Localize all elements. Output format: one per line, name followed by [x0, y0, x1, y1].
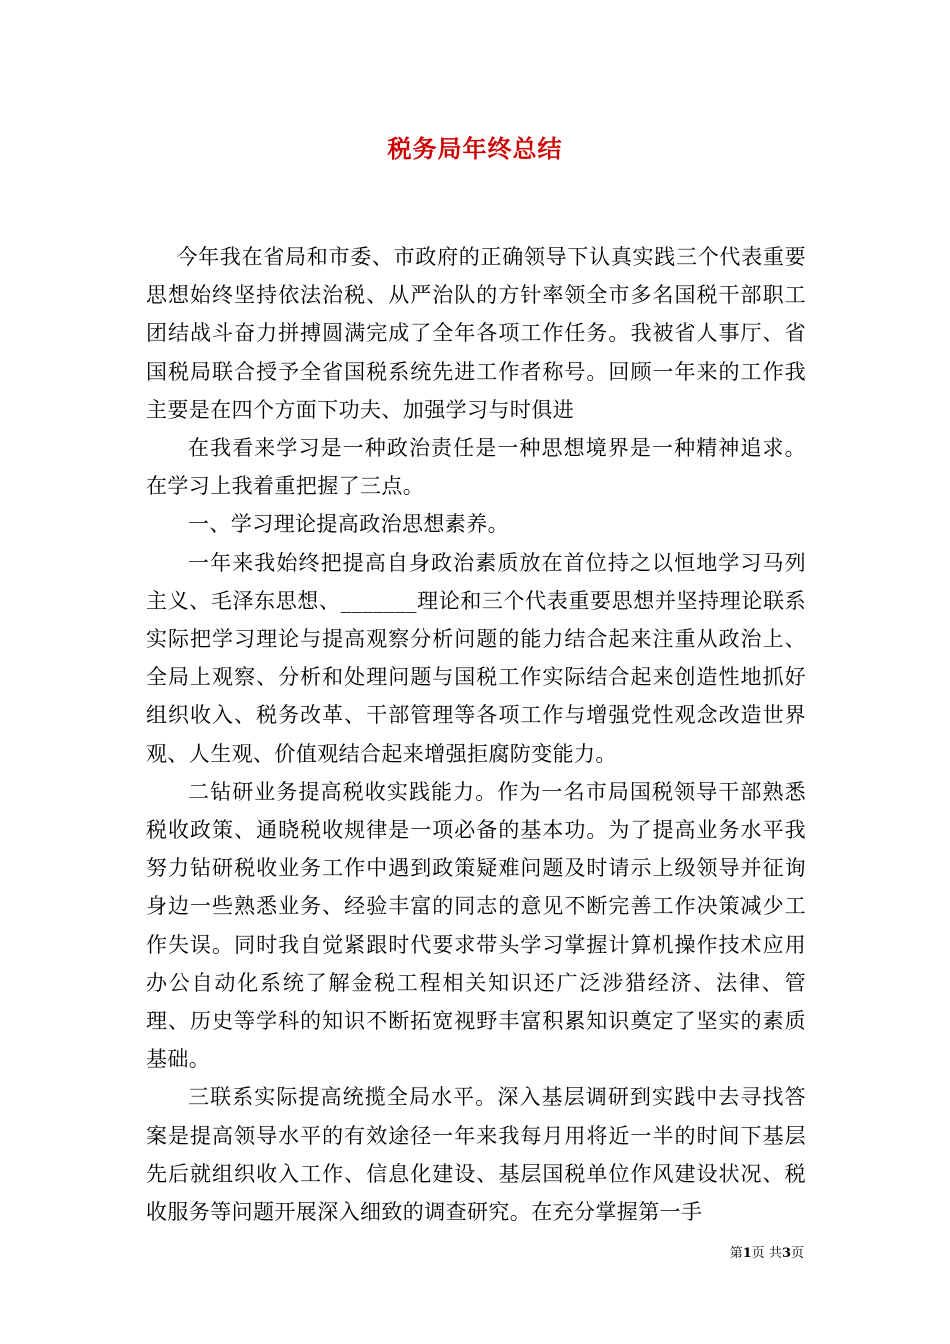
paragraph-theory: 一年来我始终把提高自身政治素质放在首位持之以恒地学习马列主义、毛泽东思想、_______理论和三个代表重要思想并坚持理论联系实际把学习理论与提高观察分析问题的能力结合起来注重从政治上、全局上观察、分析和处理问题与国税工作实际结合起来创造性地抓好组织收入、税务改革、干部管理等各项工作与增强党性观念改造世界观、人生观、价值观结合起来增强拒腐防变能力。: [146, 550, 806, 766]
document-body: [146, 238, 806, 1231]
paragraph-intro: 今年我在省局和市委、市政府的正确领导下认真实践三个代表重要思想始终坚持依法治税、从严治队的方针率领全市多名国税干部职工团结战斗奋力拼搏圆满完成了全年各项工作任务。我被省人事厅、省国税局联合授予全省国税系统先进工作者称号。回顾一年来的工作我主要是在四个方面下功夫、加强学习与时俱进: [146, 245, 806, 422]
paragraph-study-view: 在我看来学习是一种政治责任是一种思想境界是一种精神追求。在学习上我着重把握了三点。: [146, 436, 806, 499]
footer-prefix: 第: [729, 1246, 743, 1261]
paragraph-business: 二钻研业务提高税收实践能力。作为一名市局国税领导干部熟悉税收政策、通晓税收规律是一项必备的基本功。为了提高业务水平我努力钻研税收业务工作中遇到政策疑难问题及时请示上级领导并征询身边一些熟悉业务、经验丰富的同志的意见不断完善工作决策减少工作失误。同时我自觉紧跟时代要求带头学习掌握计算机操作技术应用办公自动化系统了解金税工程相关知识还广泛涉猎经济、法律、管理、历史等学科的知识不断拓宽视野丰富积累知识奠定了坚实的素质基础。: [146, 779, 806, 1072]
footer-middle: 页 共: [751, 1246, 782, 1261]
footer-total-pages: 3: [781, 1246, 791, 1261]
page-number-footer: [730, 1245, 804, 1263]
paragraph-practice: 三联系实际提高统揽全局水平。深入基层调研到实践中去寻找答案是提高领导水平的有效途径一年来我每月用将近一半的时间下基层先后就组织收入工作、信息化建设、基层国税单位作风建设状况、税收服务等问题开展深入细致的调查研究。在充分掌握第一手: [146, 1085, 806, 1225]
footer-suffix: 页: [790, 1246, 804, 1261]
footer-current-page: 1: [742, 1246, 752, 1261]
document-title: 税务局年终总结: [387, 134, 563, 163]
paragraph-heading-one: 一、学习理论提高政治思想素养。: [188, 512, 509, 537]
